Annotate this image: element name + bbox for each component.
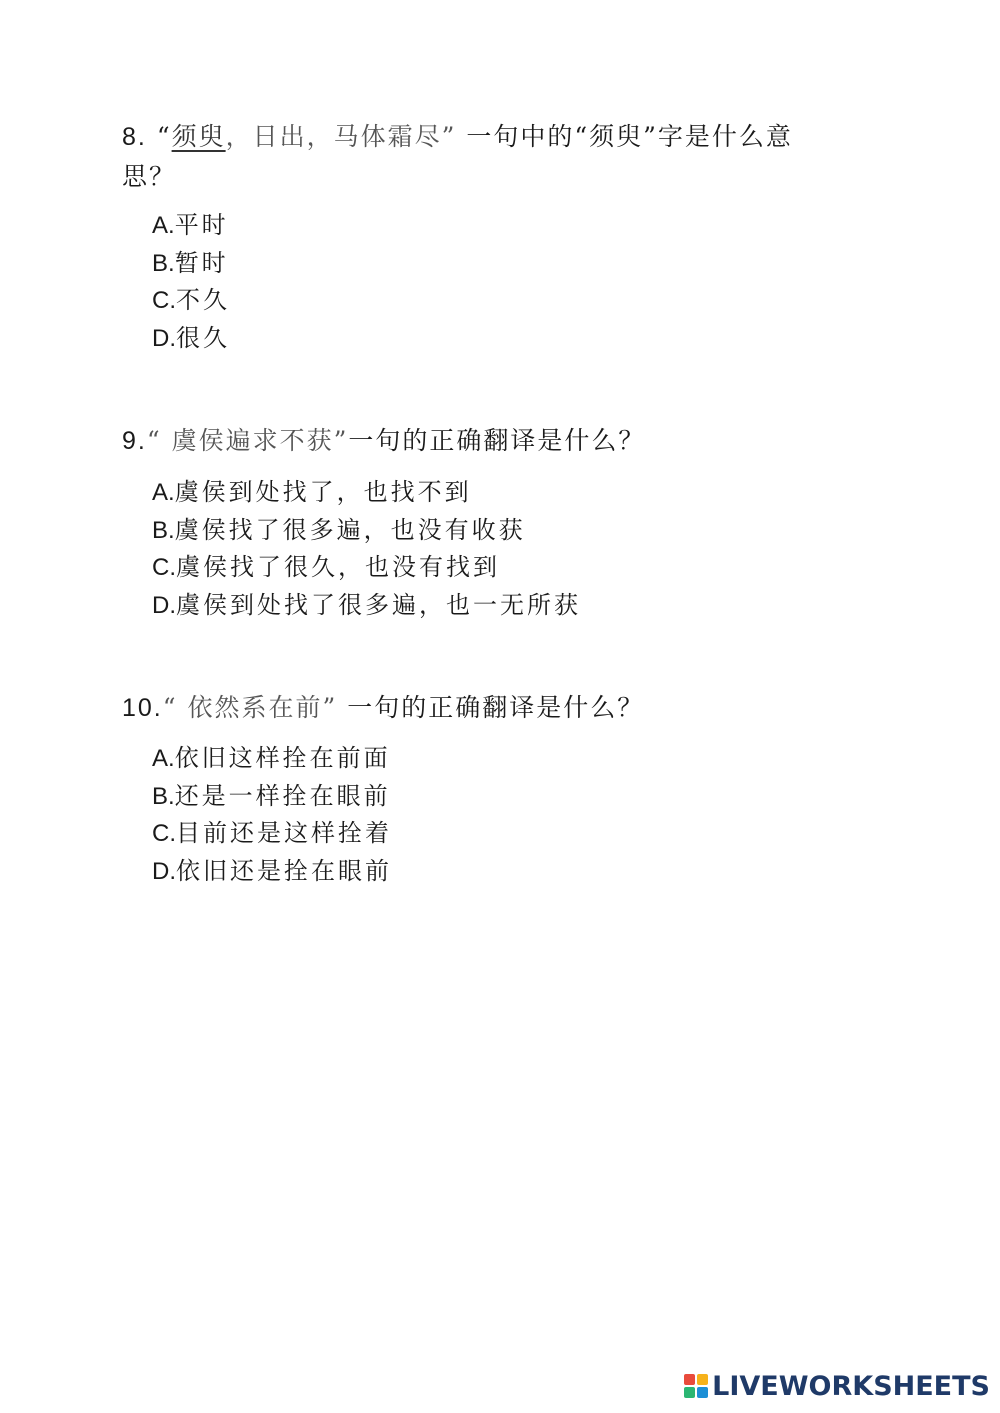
option-text: 目前还是这样拴着 (176, 819, 392, 847)
option-letter: C. (152, 287, 176, 314)
question-8-stem-tail: 一句中的“须臾”字是什么意 (456, 122, 793, 151)
question-8-stem-line2: 思？ (122, 162, 177, 191)
question-10-quote: “ 依然系在前” (162, 693, 338, 722)
question-8-options (152, 207, 230, 357)
option-letter: B. (152, 516, 175, 544)
logo-square-red (684, 1374, 695, 1385)
option-letter: A. (152, 212, 175, 239)
logo-square-green (684, 1387, 695, 1398)
option-9b[interactable] (152, 512, 581, 550)
option-letter: D. (152, 324, 176, 352)
question-8-stem (122, 117, 862, 197)
option-text: 依旧这样拴在前面 (174, 744, 391, 772)
question-9-number: 9. (122, 427, 147, 455)
option-10d[interactable] (152, 853, 392, 891)
question-9 (122, 421, 862, 619)
question-9-options (152, 474, 581, 624)
option-letter: A. (152, 745, 175, 772)
question-10-stem (122, 688, 862, 728)
option-text: 不久 (176, 286, 230, 314)
option-9c[interactable] (152, 549, 581, 587)
liveworksheets-logo (684, 1371, 990, 1401)
question-10-stem-text: 一句的正确翻译是什么？ (337, 693, 645, 722)
option-letter: B. (152, 782, 175, 810)
option-text: 暂时 (174, 248, 229, 277)
option-text: 依旧还是拴在眼前 (176, 856, 392, 885)
option-text: 还是一样拴在眼前 (174, 781, 391, 810)
option-letter: A. (152, 479, 175, 506)
question-8-number: 8. (122, 123, 147, 151)
option-10c[interactable] (152, 815, 392, 853)
option-9d[interactable] (152, 587, 581, 625)
question-9-quote: “ 虞侯遍求不获” (146, 426, 349, 455)
option-letter: D. (152, 591, 176, 619)
question-9-stem (122, 421, 862, 461)
question-8 (122, 117, 862, 352)
option-text: 虞侯找了很多遍，也没有收获 (174, 515, 526, 544)
option-8b[interactable] (152, 245, 230, 283)
option-10b[interactable] (152, 778, 392, 816)
option-letter: D. (152, 857, 176, 885)
question-8-key-term: 须臾 (171, 122, 226, 151)
option-text: 虞侯到处找了，也找不到 (174, 478, 472, 506)
question-8-quote: ，日出，马体霜尽” (225, 122, 457, 151)
option-8c[interactable] (152, 282, 230, 320)
question-9-stem-text: 一句的正确翻译是什么？ (348, 426, 646, 455)
option-8d[interactable] (152, 320, 230, 358)
option-9a[interactable] (152, 474, 581, 512)
liveworksheets-logo-icon (684, 1374, 708, 1398)
question-10-number: 10. (122, 694, 163, 722)
liveworksheets-logo-text: LIVEWORKSHEETS (712, 1370, 990, 1402)
option-letter: C. (152, 820, 176, 847)
question-10 (122, 688, 862, 885)
question-8-open-quote: “ (156, 122, 172, 151)
option-letter: C. (152, 554, 176, 581)
option-text: 平时 (174, 211, 229, 239)
logo-square-blue (697, 1387, 708, 1398)
option-letter: B. (152, 249, 175, 277)
option-10a[interactable] (152, 740, 392, 778)
option-text: 很久 (176, 323, 230, 352)
question-10-options (152, 740, 392, 890)
option-8a[interactable] (152, 207, 230, 245)
option-text: 虞侯找了很久，也没有找到 (176, 553, 500, 581)
logo-square-yellow (697, 1374, 708, 1385)
option-text: 虞侯到处找了很多遍，也一无所获 (176, 590, 581, 619)
